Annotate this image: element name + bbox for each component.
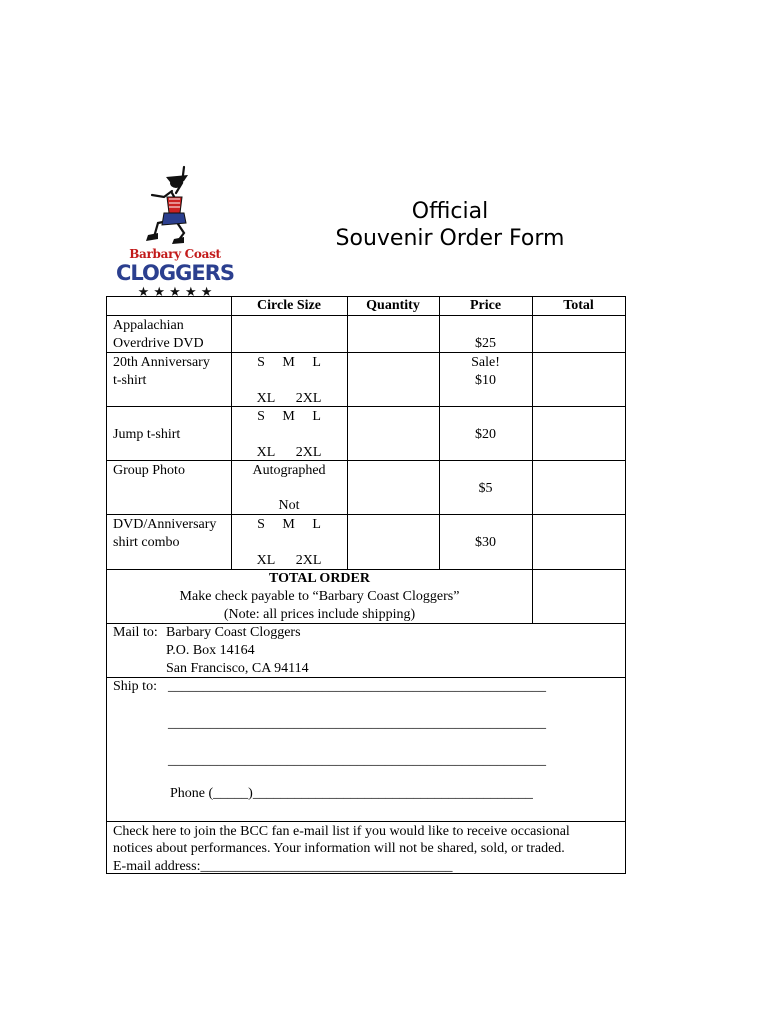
logo-text-barbary-coast: Barbary Coast — [129, 247, 221, 261]
total-order-label: TOTAL ORDER — [268, 571, 370, 586]
size-options[interactable]: S M L — [257, 517, 321, 532]
item-price: $20 — [475, 427, 496, 442]
mail-to-label: Mail to: — [113, 625, 158, 640]
item-price: Sale! — [471, 355, 500, 370]
mail-po-box: P.O. Box 14164 — [166, 643, 255, 658]
size-options[interactable]: S M L — [257, 409, 321, 424]
item-name: Group Photo — [113, 463, 185, 478]
header-price: Price — [469, 298, 502, 313]
mail-city: San Francisco, CA 94114 — [166, 661, 309, 676]
header-quantity: Quantity — [366, 298, 420, 313]
item-name: shirt combo — [113, 535, 180, 550]
email-address-field[interactable]: E-mail address:____________________________________ — [113, 859, 453, 874]
item-price: $30 — [475, 535, 496, 550]
ship-address-line-2[interactable]: ______________________________________________________ — [168, 716, 546, 731]
check-payable-note: Make check payable to “Barbary Coast Cloggers” — [179, 589, 460, 604]
email-opt-in-line — [113, 822, 570, 841]
size-options[interactable]: S M L — [257, 355, 321, 370]
header-total: Total — [563, 298, 594, 313]
size-options[interactable]: XL 2XL — [256, 391, 322, 406]
row-divider — [107, 406, 625, 407]
ship-address-line-3[interactable]: ______________________________________________________ — [168, 753, 546, 768]
size-options[interactable]: XL 2XL — [256, 553, 322, 568]
photo-option-autographed[interactable]: Autographed — [252, 463, 326, 478]
row-divider — [107, 460, 625, 461]
logo-stars: ★ ★ ★ ★ ★ — [137, 285, 213, 300]
item-name: 20th Anniversary — [113, 355, 210, 370]
item-name: t-shirt — [113, 373, 147, 388]
item-name: Overdrive DVD — [113, 336, 204, 351]
email-opt-in-text-2: notices about performances. Your information will not be shared, sold, or traded. — [113, 841, 565, 856]
photo-option-not[interactable]: Not — [278, 498, 300, 513]
barbary-coast-cloggers-logo — [112, 163, 238, 303]
header-divider — [107, 315, 625, 316]
header-circle-size: Circle Size — [257, 298, 321, 313]
item-price: $10 — [475, 373, 496, 388]
row-divider — [107, 514, 625, 515]
ship-address-line-1[interactable]: ______________________________________________________ — [168, 679, 546, 694]
size-options[interactable]: XL 2XL — [256, 445, 322, 460]
item-price: $5 — [478, 481, 493, 496]
item-price: $25 — [475, 336, 496, 351]
order-form-table — [106, 296, 626, 874]
item-name: DVD/Anniversary — [113, 517, 217, 532]
column-divider — [347, 297, 348, 569]
logo-text-cloggers: CLOGGERS — [116, 261, 235, 285]
phone-field[interactable]: Phone (_____)________________________________________ — [170, 786, 533, 801]
mail-name: Barbary Coast Cloggers — [166, 625, 301, 640]
ship-to-label: Ship to: — [113, 679, 157, 694]
email-opt-in-text: Check here to join the BCC fan e-mail list if you would like to receive occasional — [113, 824, 570, 839]
column-divider — [532, 297, 533, 623]
form-title-souvenir-order-form: Souvenir Order Form — [335, 226, 565, 251]
shipping-note: (Note: all prices include shipping) — [223, 607, 416, 622]
form-title-official: Official — [411, 199, 489, 224]
item-name: Jump t-shirt — [113, 427, 181, 442]
item-name: Appalachian — [113, 318, 184, 333]
